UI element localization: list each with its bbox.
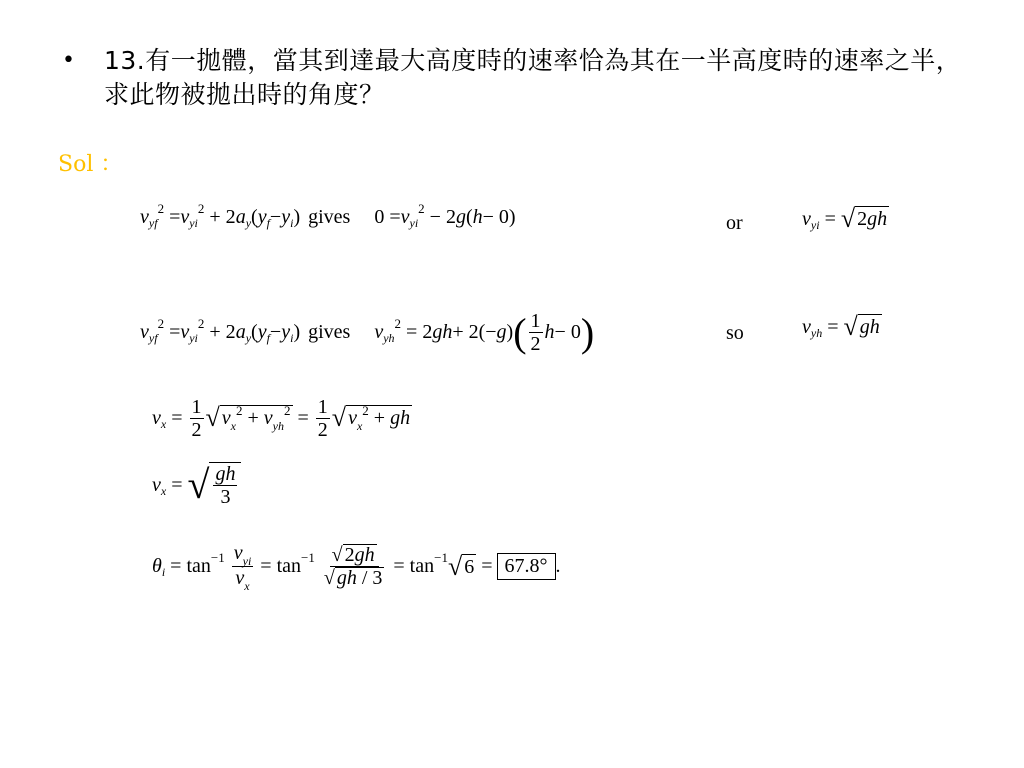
word-gives-2: gives xyxy=(308,321,351,343)
equation-row-2: v yf 2 = v yi 2 + 2 a y ( y f − y i ) gives v yh 2 = 2 gh + 2(− g ) ( $\frac{1}{2}$ h − 0 ) xyxy=(140,309,595,355)
equation-row-2-result: v yh = √ gh xyxy=(802,312,880,341)
equation-row-1: v yf 2 = v yi 2 + 2 a y ( y f − y i ) gives 0 = v yi 2 − 2 g ( h − 0) xyxy=(140,200,516,230)
question xyxy=(62,44,982,112)
word-so: so xyxy=(726,322,744,344)
equation-row-3: v x = $\frac{1}{2}$ √ $v_x^2 + v_{yh}^2$ = $\frac{1}{2}$ √ $v_x^2$ + gh xyxy=(152,396,411,441)
equation-row-4: v x = √ $\frac{gh}{3}$ xyxy=(152,462,241,508)
bullet: • xyxy=(62,48,75,73)
question-text: 13.有一拋體，當其到達最大高度時的速率恰為其在一半高度時的速率之半，求此物被拋出時的角度？ xyxy=(104,46,962,109)
answer-box: 67.8° xyxy=(497,553,556,580)
solution-label: Sol ： xyxy=(58,152,123,177)
equation-row-1-result: v yi = √ 2gh xyxy=(802,204,888,233)
word-or: or xyxy=(726,212,743,234)
word-gives: gives xyxy=(308,206,351,228)
equation-row-5: θ i = tan −1 $\frac{v_{yi}}{v_x}$ = tan −1 √ 2gh √ gh / 3 = tan −1 √ 6 = 67.8° . xyxy=(152,542,561,593)
